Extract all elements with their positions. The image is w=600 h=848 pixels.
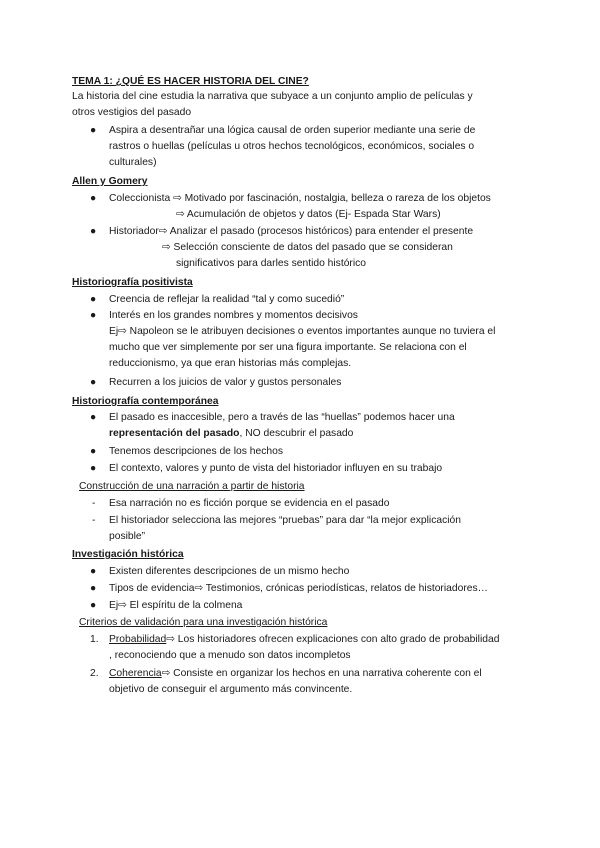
number-marker-2: 2. [90,668,99,679]
positivista-bullet-2-line-1: Interés en los grandes nombres y momentos decisivos [109,310,358,321]
bullet-marker: ● [90,294,97,305]
line-rest: , NO descubrir el pasado [239,428,354,439]
contemporanea-bullet-1-line-2 [109,427,353,441]
bold-phrase: representación del pasado [109,428,240,439]
construccion-item-2-line-1: El historiador selecciona las mejores “pruebas” para dar “la mejor explicación [109,515,461,526]
historiador-line-2: ⇨ Selección consciente de datos del pasado que se consideran [162,242,453,253]
construccion-item-2-line-2: posible” [109,531,146,542]
criterio-2-line-1 [109,667,482,681]
bullet-marker: ● [90,125,97,136]
historiador-line-1: Historiador⇨ Analizar el pasado (procesos históricos) para entender el presente [109,226,474,237]
investigacion-bullet-2: Tipos de evidencia⇨ Testimonios, crónicas periodísticas, relatos de historiadores… [109,583,488,594]
positivista-bullet-3: Recurren a los juicios de valor y gustos personales [109,377,342,388]
contemporanea-bullet-1-line-1: El pasado es inaccesible, pero a través de las “huellas” podemos hacer una [109,412,455,423]
bullet-marker: ● [90,463,97,474]
coleccionista-line-1: Coleccionista ⇨ Motivado por fascinación, nostalgia, belleza o rareza de los objetos [109,193,491,204]
bullet-marker: ● [90,566,97,577]
heading-investigacion: Investigación histórica [72,549,184,560]
intro-line-2: otros vestigios del pasado [72,107,192,118]
bullet-marker: ● [90,446,97,457]
dash-marker: - [92,498,96,509]
investigacion-bullet-3: Ej⇨ El espíritu de la colmena [109,600,243,611]
criterio-1-line-2: , reconociendo que a menudo son datos incompletos [109,650,351,661]
bullet-marker: ● [90,377,97,388]
intro-line-1: La historia del cine estudia la narrativa que subyace a un conjunto amplio de películas y [72,91,473,102]
intro-bullet-line-2: rastros o huellas (películas u otros hechos tecnológicos, económicos, sociales o [109,141,475,152]
criterio-1-line-1 [109,633,499,647]
positivista-bullet-2-line-3: mucho que ver simplemente por ser una figura importante. Se relaciona con el [109,342,467,353]
intro-bullet-line-3: culturales) [109,157,157,168]
positivista-bullet-1: Creencia de reflejar la realidad “tal y como sucedió” [109,294,345,305]
investigacion-bullet-1: Existen diferentes descripciones de un mismo hecho [109,566,350,577]
contemporanea-bullet-2: Tenemos descripciones de los hechos [109,446,284,457]
bullet-marker: ● [90,412,97,423]
bullet-marker: ● [90,226,97,237]
heading-contemporanea: Historiografía contemporánea [72,396,219,407]
heading-positivista: Historiografía positivista [72,277,193,288]
heading-criterios: Criterios de validación para una investigación histórica [79,617,328,628]
heading-allen-gomery: Allen y Gomery [72,176,148,187]
page-title: TEMA 1: ¿QUÉ ES HACER HISTORIA DEL CINE? [72,76,309,87]
bullet-marker: ● [90,193,97,204]
bullet-marker: ● [90,583,97,594]
criterio-2-line-2: objetivo de conseguir el argumento más convincente. [109,684,353,695]
heading-construccion: Construcción de una narración a partir de historia [79,481,305,492]
contemporanea-bullet-3: El contexto, valores y punto de vista del historiador influyen en su trabajo [109,463,443,474]
criterio-text: ⇨ Consiste en organizar los hechos en una narrativa coherente con el [161,668,482,679]
criterio-text: ⇨ Los historiadores ofrecen explicaciones con alto grado de probabilidad [166,634,500,645]
number-marker-1: 1. [90,634,99,645]
intro-bullet-line-1: Aspira a desentrañar una lógica causal de orden superior mediante una serie de [109,125,476,136]
coleccionista-line-2: ⇨ Acumulación de objetos y datos (Ej- Espada Star Wars) [176,209,441,220]
bullet-marker: ● [90,310,97,321]
criterio-label: Probabilidad [109,634,167,645]
historiador-line-3: significativos para darles sentido histórico [176,258,367,269]
positivista-bullet-2-line-4: reduccionismo, ya que eran historias más complejas. [109,358,352,369]
criterio-label: Coherencia [109,668,162,679]
construccion-item-1: Esa narración no es ficción porque se evidencia en el pasado [109,498,390,509]
dash-marker: - [92,515,96,526]
bullet-marker: ● [90,600,97,611]
positivista-bullet-2-line-2: Ej⇨ Napoleon se le atribuyen decisiones o eventos importantes aunque no tuviera el [109,326,496,337]
